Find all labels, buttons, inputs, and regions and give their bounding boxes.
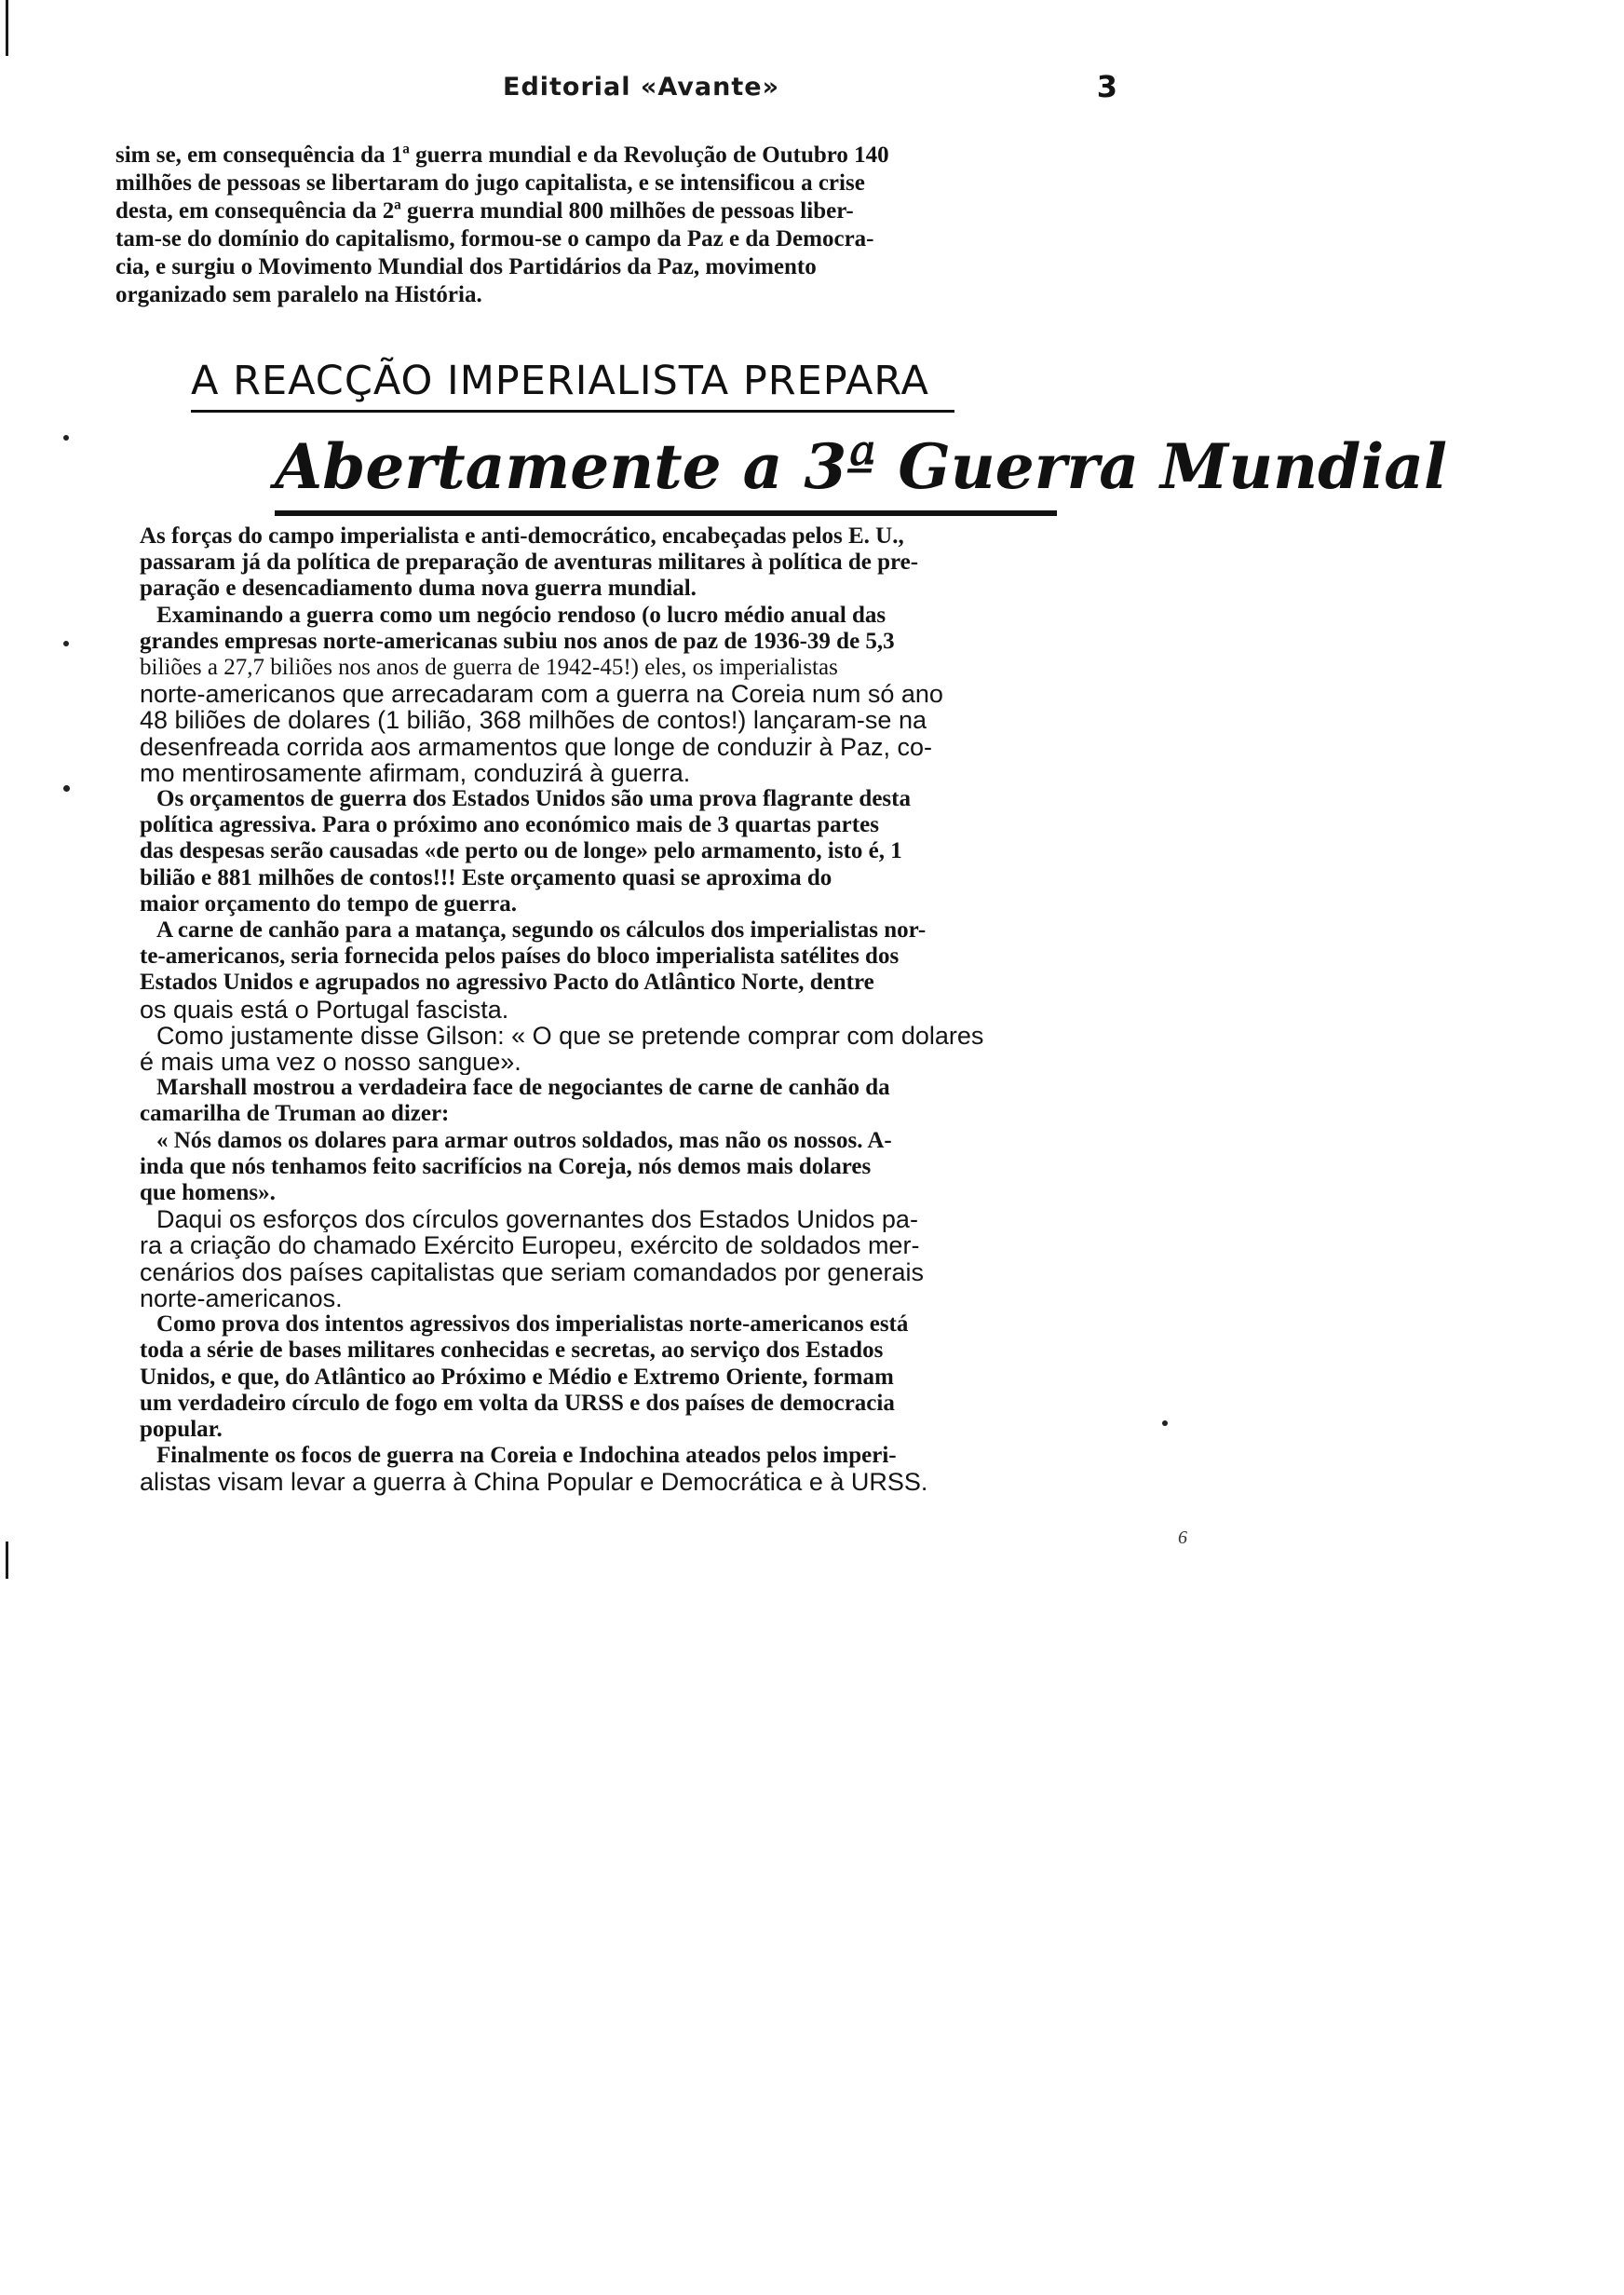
body-line: passaram já da política de preparação de aventuras militares à política de pre- — [140, 550, 919, 576]
article-body — [140, 523, 1117, 1496]
body-line: Os orçamentos de guerra dos Estados Unidos são uma prova flagrante desta — [156, 786, 911, 812]
body-line: paração e desencadiamento duma nova guerra mundial. — [140, 576, 697, 602]
intro-line: sim se, em consequência da 1ª guerra mundial e da Revolução de Outubro 140 — [115, 143, 889, 168]
headline-rule — [191, 410, 954, 413]
body-line: os quais está o Portugal fascista. — [140, 996, 509, 1023]
scan-speck — [63, 641, 69, 646]
body-line: mo mentirosamente afirmam, conduzirá à guerra. — [140, 759, 691, 787]
publication-name: Editorial «Avante» — [503, 73, 780, 102]
intro-line: milhões de pessoas se libertaram do jugo capitalista, e se intensificou a crise — [115, 170, 865, 196]
body-line: das despesas serão causadas «de perto ou de longe» pelo armamento, isto é, 1 — [140, 838, 902, 864]
intro-line: cia, e surgiu o Movimento Mundial dos Partidários da Paz, movimento — [115, 254, 817, 279]
intro-line: organizado sem paralelo na História. — [115, 282, 482, 307]
headline-main: Abertamente a 3ª Guerra Mundial — [275, 430, 1448, 503]
body-line: Marshall mostrou a verdadeira face de negociantes de carne de canhão da — [156, 1075, 890, 1101]
intro-line: tam-se do domínio do capitalismo, formou-se o campo da Paz e da Democra- — [115, 226, 874, 251]
body-line: Daqui os esforços dos círculos governantes dos Estados Unidos pa- — [156, 1206, 918, 1233]
body-line: grandes empresas norte-americanas subiu nos anos de paz de 1936-39 de 5,3 — [140, 628, 895, 654]
body-line: maior orçamento do tempo de guerra. — [140, 890, 518, 917]
body-line: norte-americanos que arrecadaram com a guerra na Coreia num só ano — [140, 681, 943, 708]
headline-kicker: A REACÇÃO IMPERIALISTA PREPARA — [191, 358, 929, 404]
body-line: alistas visam levar a guerra à China Popular e Democrática e à URSS. — [140, 1469, 928, 1496]
page-footer-mark: 6 — [1178, 1528, 1187, 1548]
body-line: Unidos, e que, do Atlântico ao Próximo e Médio e Extremo Oriente, formam — [140, 1364, 894, 1390]
body-line: As forças do campo imperialista e anti-democrático, encabeçadas pelos E. U., — [140, 523, 904, 549]
body-line: biliões a 27,7 biliões nos anos de guerra de 1942-45!) eles, os imperialistas — [140, 655, 838, 681]
body-line: desenfreada corrida aos armamentos que longe de conduzir à Paz, co- — [140, 733, 933, 760]
body-line: toda a série de bases militares conhecidas e secretas, ao serviço dos Estados — [140, 1338, 884, 1364]
scan-edge-mark-top — [6, 0, 8, 56]
body-line: bilião e 881 milhões de contos!!! Este orçamento quasi se aproxima do — [140, 864, 832, 890]
body-line: A carne de canhão para a matança, segundo os cálculos dos imperialistas nor- — [156, 917, 927, 944]
body-line: Como justamente disse Gilson: « O que se pretende comprar com dolares — [156, 1022, 984, 1050]
headline-rule-heavy — [275, 510, 1057, 516]
body-line: inda que nós tenhamos feito sacrifícios na Coreja, nós demos mais dolares — [140, 1153, 872, 1179]
body-line: Estados Unidos e agrupados no agressivo Pacto do Atlântico Norte, dentre — [140, 970, 874, 996]
page-header — [112, 69, 1117, 110]
intro-line: desta, em consequência da 2ª guerra mundial 800 milhões de pessoas liber- — [115, 198, 854, 224]
body-line: « Nós damos os dolares para armar outros soldados, mas não os nossos. A- — [156, 1127, 892, 1153]
body-line: te-americanos, seria fornecida pelos países do bloco imperialista satélites dos — [140, 944, 900, 970]
body-line: Finalmente os focos de guerra na Coreia e Indochina ateados pelos imperi- — [156, 1443, 897, 1469]
scan-speck — [63, 435, 69, 441]
scan-speck — [63, 785, 70, 792]
scan-speck — [1162, 1420, 1168, 1426]
body-line: Examinando a guerra como um negócio rendoso (o lucro médio anual das — [156, 602, 886, 628]
intro-paragraph — [115, 142, 1121, 309]
body-line: política agressiva. Para o próximo ano económico mais de 3 quartas partes — [140, 812, 879, 838]
body-line: Como prova dos intentos agressivos dos imperialistas norte-americanos está — [156, 1311, 909, 1338]
scan-edge-mark-bottom — [6, 1541, 8, 1579]
body-line: camarilha de Truman ao dizer: — [140, 1101, 450, 1127]
body-line: 48 biliões de dolares (1 bilião, 368 milhões de contos!) lançaram-se na — [140, 707, 927, 734]
body-line: ra a criação do chamado Exército Europeu, exército de soldados mer- — [140, 1232, 920, 1259]
body-line: é mais uma vez o nosso sangue». — [140, 1049, 521, 1076]
body-line: que homens». — [140, 1180, 276, 1206]
body-line: cenários dos países capitalistas que seriam comandados por generais — [140, 1258, 924, 1285]
body-line: norte-americanos. — [140, 1284, 343, 1312]
page-number: 3 — [1096, 69, 1117, 104]
body-line: popular. — [140, 1416, 223, 1442]
body-line: um verdadeiro círculo de fogo em volta da URSS e dos países de democracia — [140, 1390, 895, 1416]
